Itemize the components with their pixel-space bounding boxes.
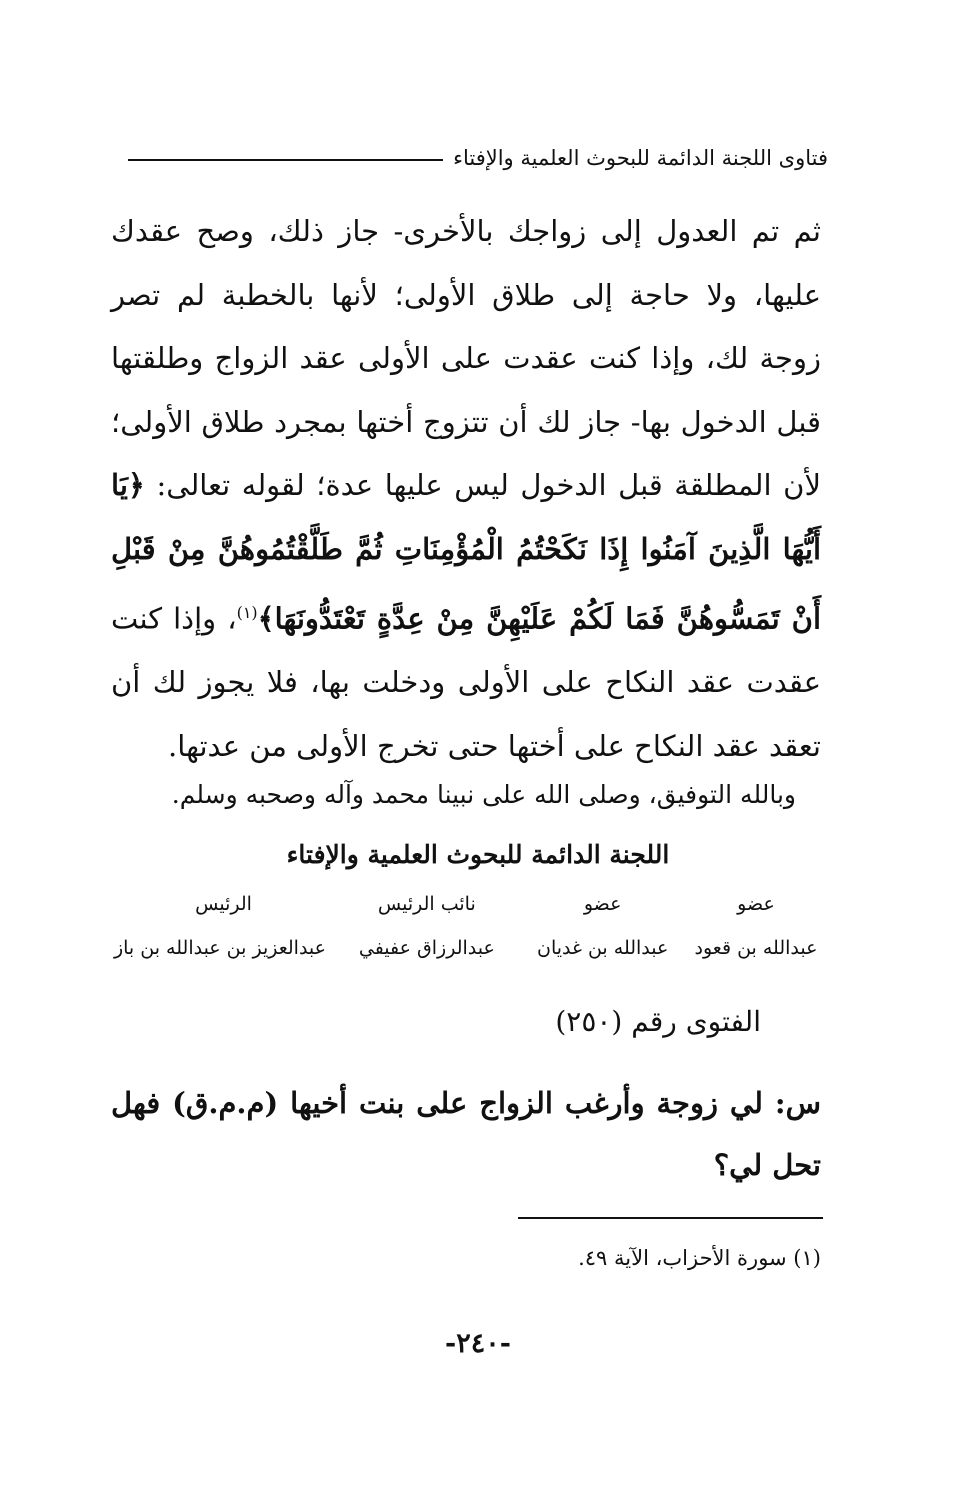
running-header (128, 143, 828, 173)
answer-text-before-verse: ثم تم العدول إلى زواجك بالأخرى- جاز ذلك، وصح عقدك عليها، ولا حاجة إلى طلاق الأولى؛ لأنها بالخطبة لم تصر زوجة لك، وإذا كنت عقدت على الأولى عقد الزواج وطلقتها قبل الدخول بها- جاز لك أن تتزوج أختها بمجرد طلاق الأولى؛ لأن المطلقة قبل الدخول ليس عليها عدة؛ لقوله تعالى: (111, 214, 821, 502)
footnote: (١) سورة الأحزاب، الآية ٤٩. (578, 1246, 821, 1270)
signatory-name: عبدالله بن غديان (536, 937, 669, 959)
signatory-name: عبدالعزيز بن عبدالله بن باز (113, 937, 327, 959)
signatory-names (113, 937, 821, 959)
running-header-title: فتاوى اللجنة الدائمة للبحوث العلمية والإفتاء (453, 146, 828, 170)
signatory-role: الرئيس (195, 893, 252, 915)
signatory-roles (121, 893, 821, 915)
closing-supplication: وبالله التوفيق، وصلى الله على نبينا محمد وآله وصحبه وسلم. (171, 780, 796, 809)
page-number: -٢٤٠- (445, 1328, 511, 1359)
footnote-rule (518, 1217, 823, 1219)
signatory-role: عضو (737, 893, 775, 915)
signatory-name: عبدالرزاق عفيفي (358, 937, 495, 959)
committee-title: اللجنة الدائمة للبحوث العلمية والإفتاء (286, 840, 670, 869)
signatory-name: عبدالله بن قعود (694, 937, 818, 959)
footnote-reference: (١) (236, 603, 258, 622)
header-rule (128, 159, 443, 161)
quran-verse: ﴿يَا أَيُّهَا الَّذِينَ آمَنُوا إِذَا نَكَحْتُمُ الْمُؤْمِنَاتِ ثُمَّ طَلَّقْتُمُوهُنَّ مِنْ قَبْلِ أَنْ تَمَسُّوهُنَّ فَمَا لَكُمْ عَلَيْهِنَّ مِنْ عِدَّةٍ تَعْتَدُّونَهَا﴾ (111, 468, 822, 636)
signatory-role: نائب الرئيس (377, 893, 476, 915)
signatory-role: عضو (583, 893, 622, 915)
fatwa-question: س: لي زوجة وأرغب الزواج على بنت أخيها (م.م.ق) فهل تحل لي؟ (111, 1086, 821, 1182)
answer-text-after-verse: ، وإذا كنت عقدت عقد النكاح على الأولى ودخلت بها، فلا يجوز لك أن تعقد عقد النكاح على أختها حتى تخرج الأولى من عدتها. (111, 601, 821, 763)
fatwa-number: الفتوى رقم (٢٥٠) (555, 1005, 761, 1038)
fatwa-answer-text (111, 200, 821, 778)
